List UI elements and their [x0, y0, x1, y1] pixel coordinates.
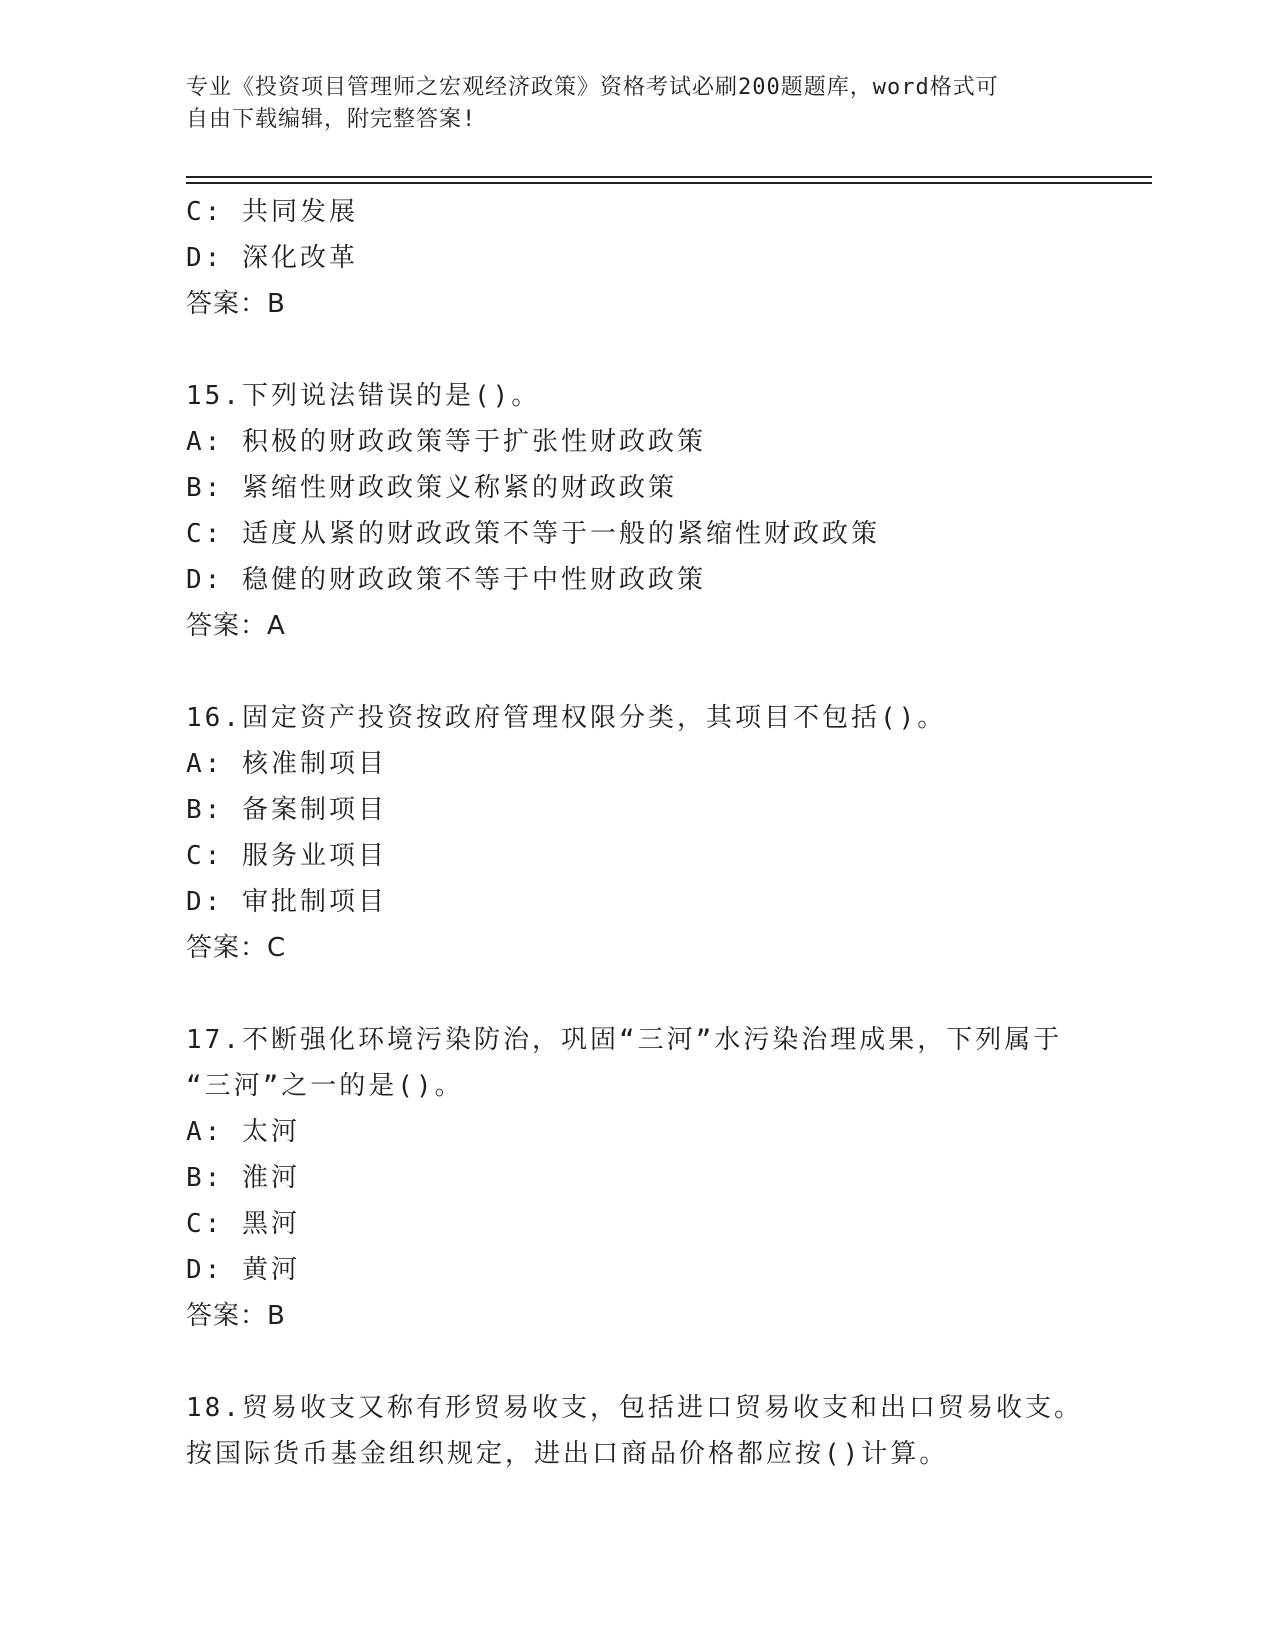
header-line-2: 自由下载编辑，附完整答案!	[186, 107, 477, 132]
answer: 答案：C	[186, 933, 287, 963]
answer: 答案：B	[186, 289, 286, 319]
option-b: B: 紧缩性财政政策义称紧的财政政策	[186, 473, 677, 503]
question-18	[186, 1385, 1146, 1477]
option-c: C: 共同发展	[186, 197, 358, 227]
question-text: 15.下列说法错误的是()。	[186, 381, 541, 411]
question-17	[186, 1017, 1146, 1339]
answer: 答案：B	[186, 1301, 286, 1331]
question-text-line-1: 17.不断强化环境污染防治，巩固“三河”水污染治理成果，下列属于	[186, 1025, 1063, 1055]
question-text-line-2: “三河”之一的是()。	[186, 1071, 464, 1101]
answer: 答案：A	[186, 611, 286, 641]
option-c: C: 黑河	[186, 1209, 300, 1239]
option-b: B: 淮河	[186, 1163, 300, 1193]
spacer	[186, 327, 1146, 373]
header-line-1: 专业《投资项目管理师之宏观经济政策》资格考试必刷200题题库，word格式可	[186, 75, 999, 100]
option-d: D: 黄河	[186, 1255, 300, 1285]
option-d: D: 稳健的财政政策不等于中性财政政策	[186, 565, 706, 595]
spacer	[186, 649, 1146, 695]
option-d: D: 深化改革	[186, 243, 358, 273]
question-14-tail	[186, 189, 1146, 327]
option-b: B: 备案制项目	[186, 795, 387, 825]
spacer	[186, 971, 1146, 1017]
question-text: 16.固定资产投资按政府管理权限分类，其项目不包括()。	[186, 703, 947, 733]
option-d: D: 审批制项目	[186, 887, 387, 917]
option-c: C: 服务业项目	[186, 841, 387, 871]
question-content	[186, 189, 1146, 1477]
option-a: A: 核准制项目	[186, 749, 387, 779]
header-divider-bottom	[186, 182, 1152, 184]
option-a: A: 太河	[186, 1117, 300, 1147]
question-text-line-1: 18.贸易收支又称有形贸易收支，包括进口贸易收支和出口贸易收支。	[186, 1393, 1083, 1423]
question-15	[186, 373, 1146, 649]
spacer	[186, 1339, 1146, 1385]
option-a: A: 积极的财政政策等于扩张性财政政策	[186, 427, 706, 457]
option-c: C: 适度从紧的财政政策不等于一般的紧缩性财政政策	[186, 519, 880, 549]
question-16	[186, 695, 1146, 971]
header-divider-top	[186, 176, 1152, 178]
question-text-line-2: 按国际货币基金组织规定，进出口商品价格都应按()计算。	[186, 1439, 949, 1469]
page-header	[186, 72, 1086, 136]
